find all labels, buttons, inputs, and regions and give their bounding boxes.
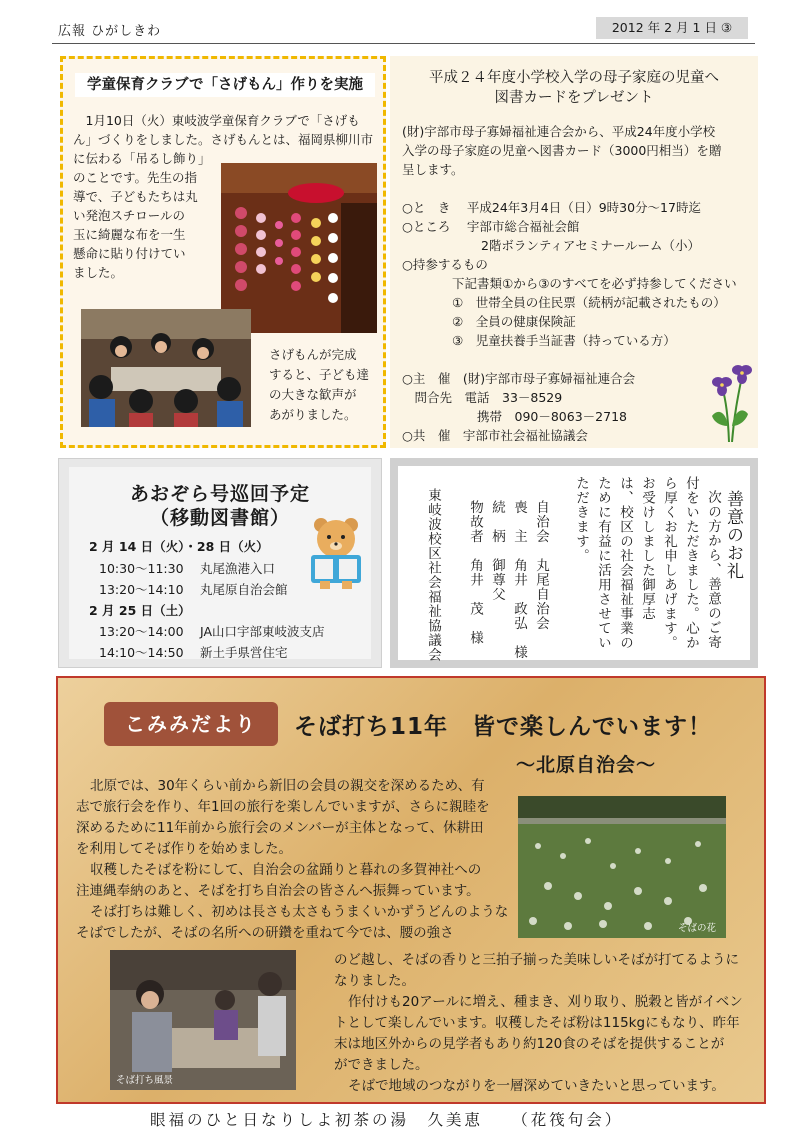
caption-line: すると、子ども達 (269, 367, 370, 382)
zenni-col: は、校区の社会福祉事業の (617, 476, 633, 650)
komimi-headline: そば打ち11年 皆で楽しんでいます！ (294, 714, 713, 740)
zenni-donor: 喪 主 角井 政弘 様 (511, 500, 527, 660)
komimi-line: なりました。 (334, 973, 415, 989)
tosho-line: 下記書類①から③のすべてを必ず持参してください (402, 276, 737, 291)
komimi-line: トとして楽しんでいます。収穫したそば粉は115kgにもなり、昨年 (334, 1015, 740, 1031)
caption-line: の大きな歓声が (269, 387, 357, 402)
gakudo-line: 玉に綺麗な布を一生 (73, 227, 186, 242)
tosho-line: ① 世帯全員の住民票（続柄が記載されたもの） (402, 295, 726, 310)
tosho-contact-line: 携帯 090－8063－2718 (402, 409, 627, 424)
aozora-row: 13:20～14:10 丸尾原自治会館 (99, 582, 288, 597)
gakudo-line: 懸命に貼り付けてい (73, 246, 186, 261)
buckwheat-field-photo (518, 796, 726, 938)
gakudo-line: のことです。先生の指 (73, 170, 198, 185)
zenni-col: ら厚くお礼申しあげます。 (661, 476, 677, 650)
issue-date: 2012 年 2 月 1 日 ③ (596, 17, 748, 39)
publication-name: 広報 ひがしきわ (58, 24, 162, 39)
gakudo-line: 1月10日（火）東岐波学童保育クラブで「さげも (85, 113, 360, 128)
gakudo-line: い発泡スチロールの (73, 208, 186, 223)
komimi-line: 作付けも20アールに増え、種まき、刈り取り、脱穀と皆がイベン (348, 994, 743, 1010)
tosho-line: ○持参するもの (402, 257, 488, 272)
tosho-line: 2階ボランティアセミナールーム（小） (402, 238, 701, 253)
tosho-title-1: 平成２４年度小学校入学の母子家庭の児童へ (429, 70, 719, 86)
tosho-line: ② 全員の健康保険証 (402, 314, 576, 329)
children-photo (81, 309, 251, 427)
violet-flower-icon (702, 346, 756, 442)
zenni-panel (398, 466, 750, 660)
komimi-line: 北原では、30年くらい前から新旧の会員の親交を深めるため、有 (90, 778, 485, 794)
gakudo-line: 導で、子どもたちは丸 (73, 189, 198, 204)
komimi-line: そばでしたが、そばの名所への研鑽を重ねて今では、腰の強さ (76, 925, 454, 941)
footer-haiku: 眼福のひと日なりしよ初茶の湯 久美恵 （花筏句会） (150, 1111, 624, 1129)
zenni-donor: 自治会 丸尾自治会 (533, 500, 549, 631)
zenni-title: 善意のお礼 (723, 490, 743, 580)
komimi-line: 志で旅行会を作り、年1回の旅行を楽しんでいますが、さらに親睦を (76, 799, 490, 815)
aozora-schedule (58, 458, 382, 668)
komimi-line: 注連縄奉納のあと、そばを打ち自治会の皆さんへ振舞っています。 (76, 883, 480, 899)
tosho-contact-line: ○主 催 (財)宇部市母子寡婦福祉連合会 (402, 371, 636, 386)
gakudo-line: に伝わる「吊るし飾り」 (73, 151, 211, 166)
soba-making-photo (110, 950, 296, 1090)
tosho-intro-line: 入学の母子家庭の児童へ図書カード（3000円相当）を贈 (402, 143, 722, 158)
tosho-intro-line: (財)宇部市母子寡婦福祉連合会から、平成24年度小学校 (402, 124, 716, 139)
komimi-tag: こみみだより (104, 702, 278, 746)
komimi-line: 末は地区外からの見学者もあり約120食のそばを提供することが (334, 1036, 725, 1052)
aozora-row: 13:20～14:00 JA山口宇部東岐波支店 (99, 624, 325, 639)
komimi-line: そばで地域のつながりを一層深めていきたいと思っています。 (348, 1078, 725, 1094)
gakudo-caption (269, 345, 369, 425)
zenni-col: お受けしました御厚志 (639, 476, 655, 621)
tosho-title-2: 図書カードをプレゼント (494, 90, 654, 106)
aozora-panel (69, 467, 371, 659)
gakudo-line: ん」づくりをしました。さげもんとは、福岡県柳川市 (73, 132, 374, 147)
zenni-col: 次の方から、善意のご寄 (705, 490, 721, 650)
komimi-line: 収穫したそばを粉にして、自治会の盆踊りと暮れの多賀神社への (90, 862, 482, 878)
tosho-line: ○ところ 宇部市総合福祉会館 (402, 219, 580, 234)
aozora-row: 2 月 25 日（土） (89, 603, 191, 618)
komimi-line: を利用してそば作りを始めました。 (76, 841, 292, 857)
tosho-line: ③ 児童扶養手当証書（持っている方） (402, 333, 676, 348)
zenni-col: 付をいただきました。心か (683, 476, 699, 650)
aozora-row: 14:10～14:50 新土手県営住宅 (99, 645, 288, 660)
komimi-line: のど越し、そばの香りと三拍子揃った美味しいそばが打てるように (334, 952, 739, 968)
zenni-col: ために有益に活用させてい (595, 476, 611, 650)
tosho-card-article (390, 56, 758, 448)
gakudo-article (60, 56, 386, 448)
aozora-row: 2 月 14 日（火）・28 日（火） (89, 539, 269, 554)
zenni-donor: 続 柄 御尊父 (489, 500, 505, 602)
tosho-line: ○と き 平成24年3月4日（日）9時30分～17時迄 (402, 200, 701, 215)
zenni-donor: 物故者 角井 茂 様 (467, 500, 483, 645)
komimi-line: ができました。 (334, 1057, 429, 1073)
field-caption: そばの花 (678, 923, 717, 934)
aozora-title: あおぞら号巡回予定 (129, 483, 310, 505)
komimi-subheadline: ～北原自治会～ (516, 754, 657, 776)
tosho-intro-line: 呈します。 (402, 162, 464, 177)
zenni-thanks (390, 458, 758, 668)
zenni-organization: 東岐波校区社会福祉協議会 (425, 488, 441, 662)
komimi-article (56, 676, 766, 1104)
caption-line: あがりました。 (269, 407, 357, 422)
caption-line: さげもんが完成 (269, 347, 357, 362)
aozora-subtitle: （移動図書館） (149, 507, 290, 529)
aozora-row: 10:30～11:30 丸尾漁港入口 (99, 561, 276, 576)
komimi-line: そば打ちは難しく、初めは長さも太さもうまくいかずうどんのような (90, 904, 509, 920)
gakudo-title: 学童保育クラブで「さげもん」作りを実施 (75, 73, 375, 97)
header-divider (52, 43, 755, 44)
tosho-contact-line: 問合先 電話 33－8529 (402, 390, 563, 405)
zenni-col: ただきます。 (573, 476, 589, 563)
komimi-line: 深めるために11年前から旅行会のメンバーが主体となって、休耕田 (76, 820, 484, 836)
sagemon-photo (221, 163, 377, 333)
tosho-contact-line: ○共 催 宇部市社会福祉協議会 (402, 428, 588, 443)
gakudo-line: ました。 (73, 265, 124, 280)
cooking-caption: そば打ち風景 (116, 1075, 174, 1086)
bear-reading-icon (305, 515, 367, 589)
